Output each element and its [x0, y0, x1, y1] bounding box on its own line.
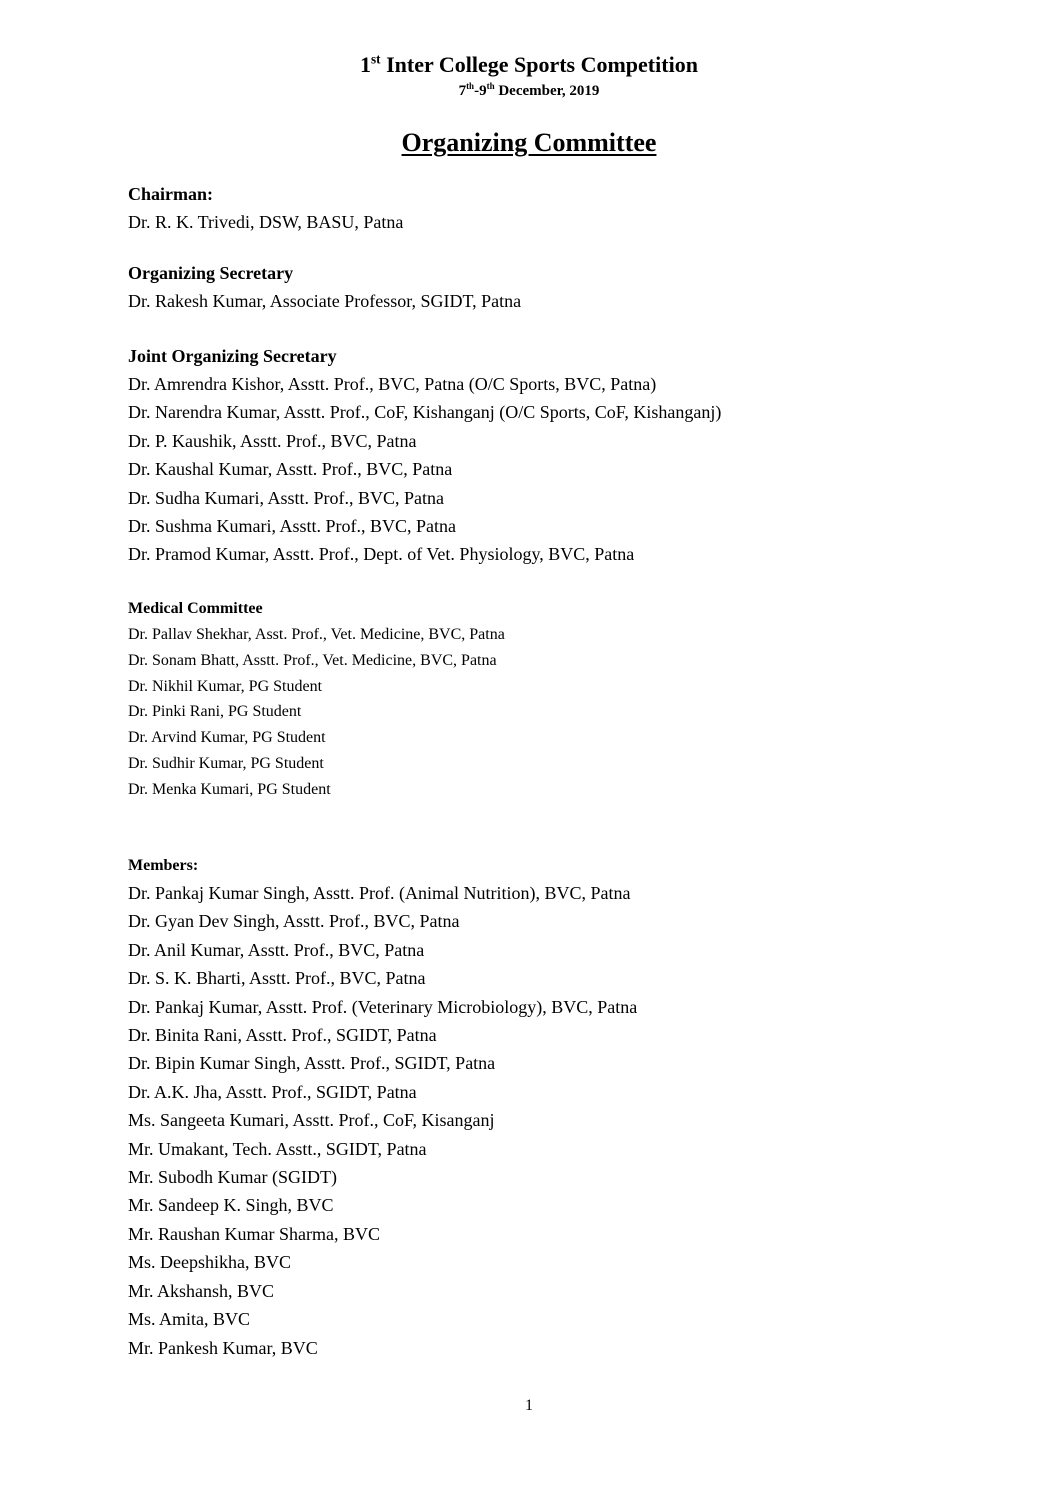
- date-start: 7: [458, 83, 467, 99]
- list-item: Dr. Pankaj Kumar Singh, Asstt. Prof. (Animal Nutrition), BVC, Patna: [128, 883, 631, 903]
- section-heading: Members:: [128, 857, 199, 874]
- list-item: Ms. Deepshikha, BVC: [128, 1252, 291, 1273]
- medical-committee-section: [128, 596, 1018, 803]
- section-heading: Joint Organizing Secretary: [128, 346, 337, 366]
- title-ordinal-suffix: st: [371, 51, 381, 67]
- list-item: Dr. Sudha Kumari, Asstt. Prof., BVC, Patna: [128, 487, 445, 508]
- list-item: Dr. Pinki Rani, PG Student: [128, 703, 302, 721]
- page-heading: [0, 127, 1058, 159]
- date-month-year: December, 2019: [494, 83, 600, 99]
- list-item: Dr. Binita Rani, Asstt. Prof., SGIDT, Patna: [128, 1025, 437, 1046]
- list-item: Dr. Kaushal Kumar, Asstt. Prof., BVC, Patna: [128, 459, 453, 480]
- list-item: Dr. Bipin Kumar Singh, Asstt. Prof., SGIDT, Patna: [128, 1053, 496, 1074]
- list-item: Dr. A.K. Jha, Asstt. Prof., SGIDT, Patna: [128, 1081, 417, 1102]
- list-item: Mr. Sandeep K. Singh, BVC: [128, 1195, 334, 1216]
- list-item: Dr. Pallav Shekhar, Asst. Prof., Vet. Medicine, BVC, Patna: [128, 626, 505, 643]
- organizing-secretary-section: [128, 259, 1018, 315]
- list-item: Mr. Subodh Kumar (SGIDT): [128, 1167, 337, 1188]
- list-item: Dr. Arvind Kumar, PG Student: [128, 729, 326, 747]
- page-number: 1: [525, 1397, 533, 1414]
- chairman-section: [128, 180, 1018, 236]
- list-item: Dr. Pramod Kumar, Asstt. Prof., Dept. of Vet. Physiology, BVC, Patna: [128, 544, 635, 565]
- page-heading-text: Organizing Committee: [401, 128, 657, 157]
- list-item: Dr. Amrendra Kishor, Asstt. Prof., BVC, Patna (O/C Sports, BVC, Patna): [128, 374, 657, 394]
- list-item: Dr. Sudhir Kumar, PG Student: [128, 754, 324, 772]
- list-item: Dr. Gyan Dev Singh, Asstt. Prof., BVC, Patna: [128, 911, 460, 932]
- date-start-suffix: th: [466, 81, 475, 91]
- section-heading: Chairman:: [128, 184, 213, 204]
- list-item: Mr. Akshansh, BVC: [128, 1280, 275, 1301]
- list-item: Dr. S. K. Bharti, Asstt. Prof., BVC, Patna: [128, 968, 426, 989]
- title-ordinal: 1: [360, 52, 372, 77]
- date-end-suffix: th: [486, 81, 495, 91]
- section-heading: Medical Committee: [128, 600, 263, 617]
- event-dates: [0, 81, 1058, 101]
- date-end: -9: [474, 83, 487, 99]
- list-item: Ms. Sangeeta Kumari, Asstt. Prof., CoF, Kisanganj: [128, 1110, 495, 1131]
- list-item: Dr. Sonam Bhatt, Asstt. Prof., Vet. Medicine, BVC, Patna: [128, 651, 497, 669]
- list-item: Dr. Rakesh Kumar, Associate Professor, SGIDT, Patna: [128, 291, 522, 311]
- list-item: Dr. Sushma Kumari, Asstt. Prof., BVC, Patna: [128, 516, 457, 537]
- list-item: Dr. Nikhil Kumar, PG Student: [128, 677, 323, 695]
- title-text: Inter College Sports Competition: [380, 52, 698, 77]
- list-item: Mr. Pankesh Kumar, BVC: [128, 1337, 318, 1358]
- list-item: Dr. P. Kaushik, Asstt. Prof., BVC, Patna: [128, 430, 417, 451]
- list-item: Dr. Narendra Kumar, Asstt. Prof., CoF, Kishanganj (O/C Sports, CoF, Kishanganj): [128, 402, 722, 423]
- document-title: [0, 52, 1058, 78]
- list-item: Dr. Pankaj Kumar, Asstt. Prof. (Veterinary Microbiology), BVC, Patna: [128, 996, 638, 1017]
- members-section: [128, 853, 1018, 1362]
- list-item: Dr. R. K. Trivedi, DSW, BASU, Patna: [128, 212, 404, 232]
- list-item: Mr. Raushan Kumar Sharma, BVC: [128, 1223, 380, 1244]
- list-item: Ms. Amita, BVC: [128, 1309, 251, 1330]
- list-item: Dr. Anil Kumar, Asstt. Prof., BVC, Patna: [128, 939, 425, 960]
- joint-organizing-secretary-section: [128, 342, 1018, 569]
- section-heading: Organizing Secretary: [128, 263, 294, 283]
- list-item: Mr. Umakant, Tech. Asstt., SGIDT, Patna: [128, 1138, 427, 1159]
- list-item: Dr. Menka Kumari, PG Student: [128, 780, 331, 798]
